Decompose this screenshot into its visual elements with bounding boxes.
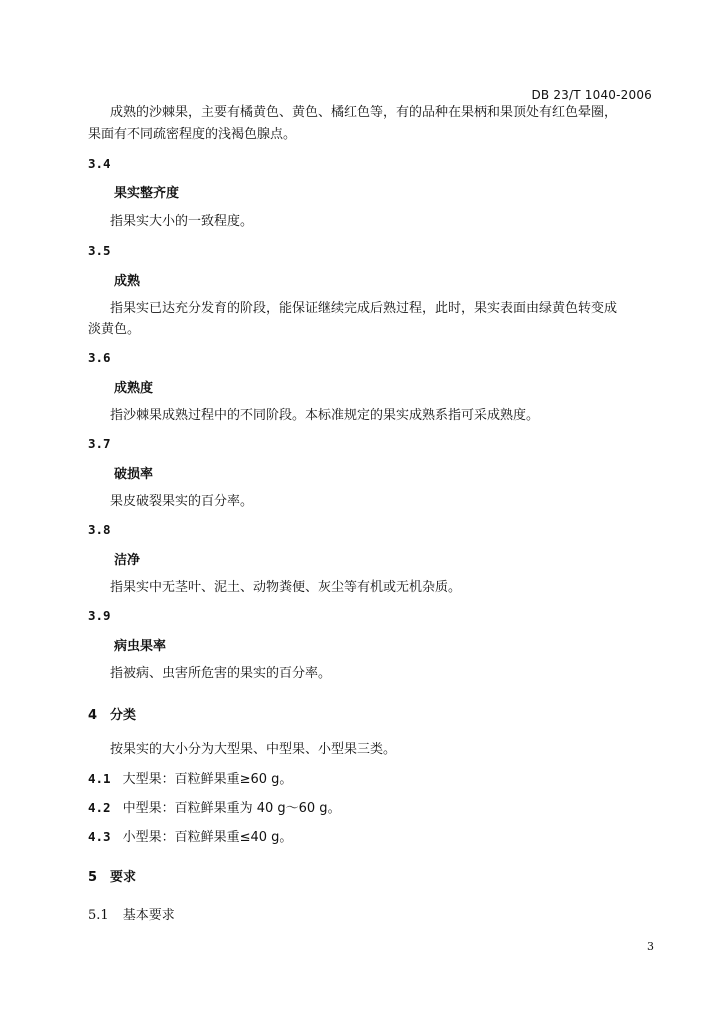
item-text: 小型果：百粒鲜果重≤40 g。 [122, 830, 293, 845]
item-text: 大型果：百粒鲜果重≥60 g。 [122, 772, 293, 787]
term-definition-cont: 淡黄色。 [88, 322, 141, 337]
term-definition: 指果实中无茎叶、泥土、动物粪便、灰尘等有机或无机杂质。 [110, 580, 462, 595]
item-number: 4.3 [88, 829, 111, 844]
term-definition: 指果实大小的一致程度。 [110, 214, 254, 229]
term-title: 破损率 [114, 467, 154, 482]
clause-number: 3.6 [88, 350, 111, 365]
size-class-item [88, 797, 341, 816]
item-number: 4.2 [88, 800, 111, 815]
size-class-item [88, 768, 292, 787]
page-number: 3 [647, 940, 654, 953]
term-definition: 指果实已达充分发育的阶段，能保证继续完成后熟过程，此时，果实表面由绿黄色转变成 [110, 301, 618, 316]
item-number: 4.1 [88, 771, 111, 786]
clause-number: 3.4 [88, 156, 111, 171]
section-heading: 4 分类 [88, 708, 137, 723]
intro-line-1: 成熟的沙棘果，主要有橘黄色、黄色、橘红色等，有的品种在果柄和果顶处有红色晕圈， [110, 105, 618, 120]
clause-number: 3.7 [88, 436, 111, 451]
section-heading: 5 要求 [88, 870, 137, 885]
term-title: 洁净 [114, 553, 141, 568]
clause-number: 3.5 [88, 243, 111, 258]
subsection-number: 5.1 [88, 908, 109, 923]
clause-number: 3.8 [88, 522, 111, 537]
term-definition: 指沙棘果成熟过程中的不同阶段。本标准规定的果实成熟系指可采成熟度。 [110, 408, 540, 423]
section-intro: 按果实的大小分为大型果、中型果、小型果三类。 [110, 742, 397, 757]
document-code: DB 23/T 1040-2006 [531, 88, 652, 102]
subsection-title: 基本要求 [122, 908, 175, 923]
term-definition: 指被病、虫害所危害的果实的百分率。 [110, 666, 332, 681]
subsection-heading [88, 904, 175, 923]
clause-number: 3.9 [88, 608, 111, 623]
term-title: 成熟度 [114, 381, 154, 396]
term-definition: 果皮破裂果实的百分率。 [110, 494, 254, 509]
size-class-item [88, 826, 292, 845]
term-title: 果实整齐度 [114, 186, 180, 201]
item-text: 中型果：百粒鲜果重为 40 g～60 g。 [122, 801, 341, 816]
intro-line-2: 果面有不同疏密程度的浅褐色腺点。 [88, 127, 297, 142]
term-title: 成熟 [114, 274, 141, 289]
term-title: 病虫果率 [114, 639, 167, 654]
